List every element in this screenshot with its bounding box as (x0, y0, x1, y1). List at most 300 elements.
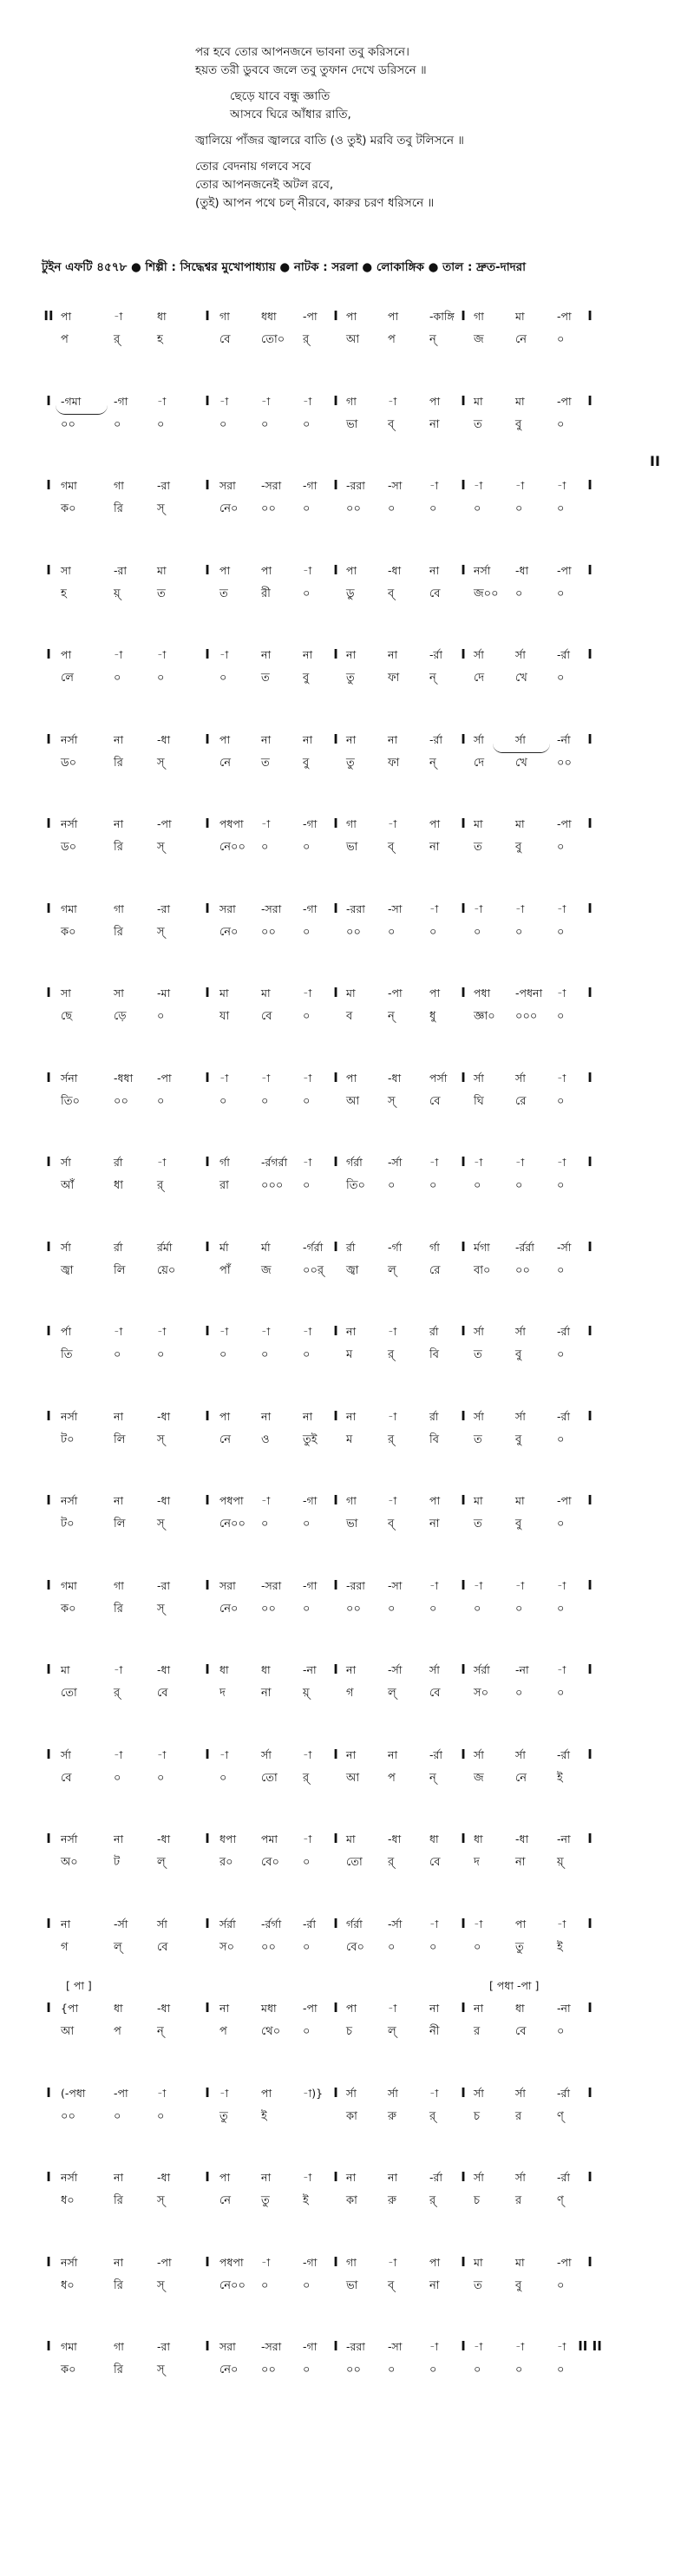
notation-line (45, 1663, 670, 1748)
note-cell: -ধা (388, 563, 402, 577)
note-cell: -া (219, 2086, 229, 2100)
note-cell: -া (474, 1156, 483, 1169)
syllable-cell: বে (429, 1094, 441, 1108)
note-cell: -না (515, 1663, 529, 1676)
syllable-cell: লি (114, 1263, 126, 1277)
syllable-cell: ও (261, 1432, 270, 1446)
syllable-cell: ০০ (346, 2363, 361, 2376)
note-cell: র্সা (346, 2086, 357, 2100)
syllable-cell: ত (474, 417, 482, 431)
syllable-cell: গ (61, 1940, 69, 1954)
syllable-cell: ব্‌ (388, 1517, 395, 1531)
barline: I (46, 1915, 51, 1931)
note-cell: গা (219, 310, 230, 323)
syllable-cell: ০ (114, 2109, 121, 2123)
barline: I (587, 1746, 593, 1762)
syllable-cell: ই (557, 1940, 563, 1954)
swaralipi-row (45, 1069, 670, 1091)
lyric-syllable-row (45, 501, 670, 520)
syllable-cell: ব্‌ (388, 841, 395, 854)
note-cell: মা (515, 310, 525, 323)
syllable-cell: ০ (557, 1010, 565, 1023)
syllable-cell: ঘি (474, 1094, 484, 1108)
syllable-cell: র (515, 2109, 522, 2123)
note-cell: -া (557, 1578, 566, 1592)
syllable-cell: নী (429, 2025, 440, 2038)
note-cell: গা (474, 310, 484, 323)
note-cell: -া (515, 2340, 525, 2353)
syllable-cell: ০ (303, 1348, 311, 1361)
note-cell: -পা (557, 817, 572, 830)
note-cell: র্রর্মা (157, 1240, 173, 1254)
swaralipi-row (45, 1748, 670, 1767)
note-cell: -র্গা (388, 1240, 403, 1254)
note-cell: -ধা (157, 1832, 171, 1845)
swaralipi-row (45, 392, 670, 414)
note-cell: -সা (388, 479, 403, 492)
note-cell: মা (157, 563, 167, 577)
note-cell: না (261, 1409, 272, 1423)
lyrics-line: তোর বেদনায় গলবে সবে (195, 160, 311, 174)
note-cell: না (346, 1747, 357, 1761)
swaralipi-row (45, 310, 670, 329)
swaralipi-row (45, 986, 670, 1006)
note-cell: র্সা (515, 732, 526, 746)
syllable-cell: ভা (346, 1517, 358, 1531)
barline: I (333, 816, 338, 831)
syllable-cell: ০০ (114, 1094, 128, 1108)
syllable-cell: নে০ (219, 502, 239, 515)
note-cell: না (346, 732, 357, 746)
barline: I (587, 816, 593, 831)
note-cell: -া (157, 648, 167, 661)
syllable-cell: ০০ (346, 925, 361, 939)
syllable-cell: ০ (557, 672, 565, 685)
syllable-cell: ০ (261, 1517, 269, 1531)
syllable-cell: ০ (557, 417, 565, 431)
note-cell: -পা (157, 817, 172, 830)
note-cell: -র্সা (114, 1917, 128, 1930)
lyric-syllable-row (45, 2278, 670, 2297)
note-cell: -পা (157, 2255, 172, 2269)
syllable-cell: ০ (515, 1602, 523, 1616)
syllable-cell: ড০ (61, 841, 77, 854)
note-cell: -পা (557, 310, 572, 323)
syllable-cell: তু (515, 1940, 524, 1954)
syllable-cell: ০ (557, 1687, 565, 1700)
swaralipi-row (45, 733, 670, 752)
syllable-cell: ত (261, 672, 270, 685)
syllable-cell: য়ে০ (157, 1263, 176, 1277)
note-cell: -া (219, 648, 229, 661)
note-cell: -পা (388, 986, 403, 1000)
note-cell: -া (114, 1325, 123, 1338)
barline: I (205, 731, 210, 747)
note-cell: মা (474, 1494, 483, 1507)
note-cell: র্সা (61, 1240, 71, 1254)
syllable-cell: বু (515, 841, 522, 854)
note-cell: -পা (557, 394, 572, 408)
barline: I (587, 1238, 593, 1255)
barline: I (461, 1576, 466, 1593)
lyrics-stanza (195, 132, 681, 150)
note-cell: -ধা (157, 1663, 171, 1676)
lyric-syllable-row (45, 331, 670, 351)
syllable-cell: ধ০ (61, 2278, 75, 2292)
syllable-cell: তু (346, 756, 355, 770)
note-cell: -রা (157, 901, 171, 915)
note-cell: সা (61, 563, 71, 577)
syllable-cell: নে০ (219, 1602, 239, 1616)
syllable-cell: রি (114, 1602, 123, 1616)
syllable-cell: কা (346, 2109, 357, 2123)
syllable-cell: ০০ (346, 1602, 361, 1616)
note-cell: -সা (388, 901, 403, 915)
note-cell: পমা (261, 1832, 278, 1845)
syllable-cell: ০ (261, 1094, 269, 1108)
syllable-cell: বু (515, 1432, 522, 1446)
syllable-cell: ০০ (515, 1263, 530, 1277)
syllable-cell: হ (157, 333, 163, 346)
syllable-cell: ০ (557, 1517, 565, 1531)
note-cell: -পা (157, 1071, 172, 1085)
syllable-cell: ছে (61, 1010, 73, 1023)
syllable-cell: প (114, 2025, 121, 2038)
barline: I (587, 477, 593, 493)
note-cell: -ররা (346, 901, 365, 915)
notation-line (45, 1494, 670, 1579)
note-cell: -র্রা (429, 648, 443, 661)
syllable-cell: র্‌ (114, 1687, 121, 1700)
note-cell: না (346, 2171, 357, 2184)
notation-line (45, 2253, 670, 2341)
syllable-cell: ০ (261, 2278, 269, 2292)
note-cell: না (61, 1917, 71, 1930)
barline: I (205, 1915, 210, 1931)
note-cell: পা (515, 1917, 527, 1930)
barline: I (461, 477, 466, 493)
syllable-cell: লি (114, 1432, 126, 1446)
note-cell: -া (429, 479, 439, 492)
note-cell: গমা (61, 901, 77, 915)
note-cell: না (114, 732, 124, 746)
note-cell: না (219, 2002, 230, 2015)
barline: I (461, 392, 466, 409)
barline: I (333, 392, 338, 409)
syllable-cell: না (429, 417, 440, 431)
notation-line (45, 648, 670, 733)
note-cell: -া (219, 1747, 229, 1761)
note-cell: না (388, 648, 398, 661)
notation-line (45, 1832, 670, 1917)
syllable-cell: স্‌ (388, 1094, 396, 1108)
syllable-cell: ০ (429, 1940, 437, 1954)
note-cell: গা (346, 2255, 357, 2269)
note-cell: র্সনা (61, 1071, 78, 1085)
note-cell: -া (303, 1071, 312, 1085)
notation-line (45, 733, 670, 818)
barline: I (461, 1746, 466, 1762)
note-cell: -া (474, 2340, 483, 2353)
note-cell: না (474, 2002, 484, 2015)
syllable-cell: নে (219, 1432, 232, 1446)
note-cell: পা (261, 563, 272, 577)
note-cell: -মা (157, 986, 171, 1000)
note-cell: -গা (303, 1494, 318, 1507)
notation-line (45, 1238, 670, 1326)
barline: I (46, 731, 51, 747)
syllable-cell: ০ (303, 1517, 311, 1531)
lyrics-line: আসবে ঘিরে আঁধার রাতি, (230, 108, 351, 121)
note-cell: ধা (157, 310, 167, 323)
note-cell: ধা (515, 2002, 525, 2015)
syllable-cell: জ্বা (346, 1263, 359, 1277)
syllable-cell: ধ০ (61, 2194, 75, 2207)
barline: I (205, 1576, 210, 1593)
syllable-cell: ০ (261, 1348, 269, 1361)
syllable-cell: স্‌ (157, 2278, 165, 2292)
note-cell: -া (303, 1325, 312, 1338)
syllable-cell: দে (474, 756, 485, 770)
note-cell: না (429, 2002, 440, 2015)
syllable-cell: ০ (557, 587, 565, 600)
syllable-cell: তু (261, 2194, 270, 2207)
barline: I (333, 731, 338, 747)
syllable-cell: ল্‌ (388, 2025, 396, 2038)
lyric-syllable-row (45, 1516, 670, 1535)
barline: I (205, 646, 210, 662)
barline: I (333, 1492, 338, 1508)
note-cell: র্সা (515, 1409, 526, 1423)
syllable-cell: ০ (388, 925, 396, 939)
note-cell: না (388, 2171, 398, 2184)
barline: I (205, 900, 210, 916)
note-cell: -সরা (261, 1578, 282, 1592)
note-cell: -া (157, 2086, 167, 2100)
syllable-cell: স০ (219, 1940, 235, 1954)
barline: I (46, 1746, 51, 1762)
barline: I (587, 2253, 593, 2270)
note-cell: -র্রা (429, 2171, 443, 2184)
lyrics (195, 43, 681, 220)
syllable-cell: বি (429, 1348, 439, 1361)
syllable-cell: বে (61, 1771, 72, 1785)
syllable-cell: য়্‌ (114, 587, 121, 600)
note-cell: -া (303, 563, 312, 577)
syllable-cell: প (388, 333, 396, 346)
syllable-cell: ০ (429, 925, 437, 939)
note-cell: -া (388, 1325, 397, 1338)
syllable-cell: ০ (261, 841, 269, 854)
note-cell: র্সা (61, 1747, 71, 1761)
syllable-cell: ত (474, 2278, 482, 2292)
note-cell: মা (515, 817, 525, 830)
syllable-cell: জ্ঞা০ (474, 1010, 495, 1023)
note-cell: মা (219, 986, 229, 1000)
syllable-cell: ভা (346, 2278, 358, 2292)
barline: I (587, 1915, 593, 1931)
barline: I (461, 1915, 466, 1931)
note-cell: -পা (303, 310, 318, 323)
note-cell: -া (429, 2086, 439, 2100)
lyric-syllable-row (45, 670, 670, 689)
note-cell: -া (557, 1156, 566, 1169)
barline: I (333, 1154, 338, 1170)
lyrics-stanza (195, 158, 681, 213)
note-cell: ধা (219, 1663, 229, 1676)
syllable-cell: বে (429, 1687, 441, 1700)
barline: I (461, 561, 466, 578)
note-cell: -া (557, 479, 566, 492)
syllable-cell: বে (429, 1856, 441, 1869)
note-cell: -া (303, 1832, 312, 1845)
syllable-cell: ন্‌ (429, 333, 436, 346)
syllable-cell: ০ (474, 925, 481, 939)
barline: I (587, 1831, 593, 1846)
syllable-cell: ০০ (261, 925, 276, 939)
syllable-cell: রে (429, 1263, 441, 1277)
note-cell: না (346, 1663, 357, 1676)
barline: I (46, 2084, 51, 2101)
note-cell: পর্সা (429, 1071, 448, 1085)
note-cell: মা (61, 1663, 70, 1676)
note-cell: গমা (61, 2340, 77, 2353)
swaralipi-row (45, 902, 670, 921)
notation-line (45, 310, 670, 395)
syllable-cell: ০ (429, 2363, 437, 2376)
barline: I (587, 985, 593, 1000)
syllable-cell: তো০ (261, 333, 285, 346)
syllable-cell: ০ (303, 587, 311, 600)
notation-line (45, 2340, 670, 2425)
note-cell: গমা (61, 1578, 77, 1592)
syllable-cell: ব্‌ (388, 2278, 395, 2292)
note-cell: ধপা (219, 1832, 237, 1845)
note-cell: গমা (61, 479, 77, 492)
syllable-cell: ০০ (261, 502, 276, 515)
note-cell: সা (61, 986, 71, 1000)
syllable-cell: ০ (388, 1179, 396, 1192)
note-cell: -সা (388, 1578, 403, 1592)
variant-label: [ পধা -পা ] (489, 1979, 540, 1992)
note-cell: -র্রা (429, 732, 443, 746)
syllable-cell: ০ (515, 502, 523, 515)
syllable-cell: বে (429, 587, 441, 600)
barline: I (461, 2084, 466, 2101)
syllable-cell: ০ (114, 1771, 121, 1785)
note-cell: -ধা (515, 563, 529, 577)
syllable-cell: ০০ (61, 2109, 75, 2123)
syllable-cell: না (429, 841, 440, 854)
syllable-cell: ক০ (61, 925, 76, 939)
syllable-cell: বে (157, 1687, 168, 1700)
syllable-cell: র্‌ (388, 1856, 395, 1869)
note-cell: -া (388, 2002, 397, 2015)
barline: I (205, 1746, 210, 1762)
syllable-cell: ০০ (261, 1602, 276, 1616)
syllable-cell: ০ (261, 417, 269, 431)
syllable-cell: ধু (429, 1010, 436, 1023)
note-cell: -া (303, 1156, 312, 1169)
syllable-cell: ০ (474, 1179, 481, 1192)
lyric-syllable-row (45, 1770, 670, 1789)
syllable-cell: ত (219, 587, 228, 600)
syllable-cell: না (515, 1856, 526, 1869)
syllable-cell: বে (219, 333, 231, 346)
syllable-cell: ০ (557, 1179, 565, 1192)
lyric-syllable-row (45, 2023, 670, 2042)
syllable-cell: তো (346, 1856, 363, 1869)
barline: I (46, 1831, 51, 1846)
syllable-cell: রি (114, 756, 123, 770)
note-cell: পা (61, 310, 72, 323)
note-cell: র্রা (429, 1409, 439, 1423)
note-cell: -া (388, 1494, 397, 1507)
note-cell: গা (114, 901, 124, 915)
note-cell: না (114, 2255, 124, 2269)
note-cell: র্সা (474, 1325, 484, 1338)
note-cell: না (303, 1409, 313, 1423)
barline: I (333, 1576, 338, 1593)
barline: I (333, 1746, 338, 1762)
syllable-cell: বা০ (474, 1263, 491, 1277)
note-cell: না (261, 2171, 272, 2184)
notation-line (45, 986, 670, 1072)
syllable-cell: তি (61, 1348, 73, 1361)
note-cell: -া (219, 1071, 229, 1085)
note-cell: নর্সা (61, 732, 78, 746)
notation-line (45, 1917, 670, 2002)
note-cell: পধা (474, 986, 491, 1000)
syllable-cell: ন্‌ (429, 1771, 436, 1785)
syllable-cell: রি (114, 502, 123, 515)
syllable-cell: রু (388, 2194, 396, 2207)
note-cell: -া (429, 1578, 439, 1592)
syllable-cell: ০ (474, 2363, 481, 2376)
syllable-cell: গ (346, 1687, 354, 1700)
barline: I (205, 1492, 210, 1508)
swaralipi-row (45, 817, 670, 836)
note-cell: -া (157, 1156, 167, 1169)
syllable-cell: ভা (346, 417, 358, 431)
barline: II II (578, 2338, 602, 2354)
note-cell: -া (114, 310, 123, 323)
syllable-cell: প (219, 2025, 227, 2038)
notation-line (45, 1748, 670, 1833)
syllable-cell: দে (474, 672, 485, 685)
syllable-cell: ড়ে (114, 1010, 127, 1023)
syllable-cell: ০০ (346, 502, 361, 515)
barline: II (43, 308, 54, 324)
barline: I (461, 2338, 466, 2354)
barline: I (461, 1662, 466, 1677)
note-cell: -া (388, 817, 397, 830)
syllable-cell: জ (261, 1263, 272, 1277)
note-cell: মা (515, 1494, 525, 1507)
note-cell: র্পা (61, 1325, 72, 1338)
syllable-cell: বু (303, 672, 310, 685)
syllable-cell: বু (515, 2278, 522, 2292)
lyric-syllable-row (45, 1939, 670, 1958)
note-cell: -া (557, 2340, 566, 2353)
barline: I (333, 2000, 338, 2016)
barline: I (587, 1323, 593, 1339)
note-cell: মা (474, 2255, 483, 2269)
note-cell: -ধা (515, 1832, 529, 1845)
note-cell: মা (346, 1832, 356, 1845)
barline: I (333, 477, 338, 493)
barline: I (205, 1662, 210, 1677)
